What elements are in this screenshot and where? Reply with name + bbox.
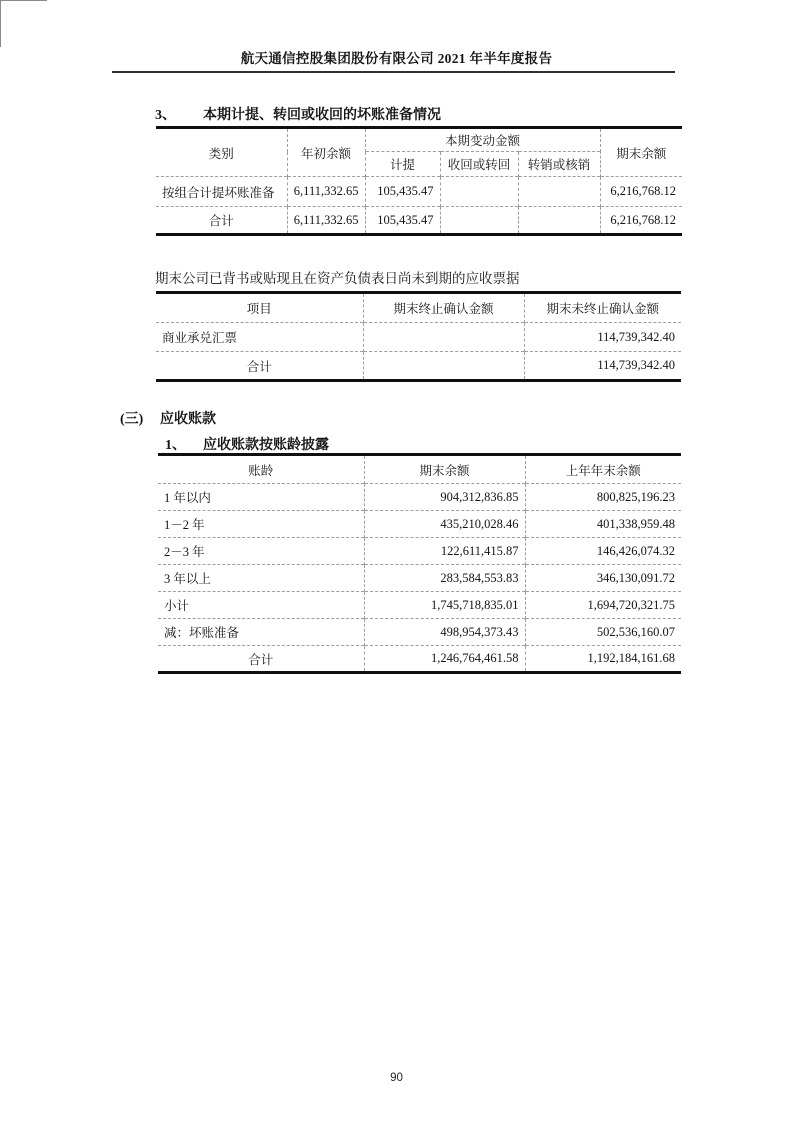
cell-recovered bbox=[440, 207, 518, 235]
cell-not-derecognized: 114,739,342.40 bbox=[524, 323, 681, 352]
section3-heading bbox=[155, 104, 441, 124]
col-header-accrual: 计提 bbox=[365, 152, 440, 177]
bad-debt-provision-table bbox=[156, 126, 682, 236]
accounts-receivable-title: 应收账款 bbox=[160, 412, 216, 427]
scan-corner-artifact-vertical bbox=[0, 0, 1, 47]
cell-accrual: 105,435.47 bbox=[365, 177, 440, 207]
page-number: 90 bbox=[390, 1072, 403, 1084]
cell-ending: 6,216,768.12 bbox=[600, 207, 682, 235]
col-header-not-derecognized: 期末未终止确认金额 bbox=[524, 293, 681, 323]
table-row bbox=[158, 511, 681, 538]
cell-aging: 2－3 年 bbox=[158, 538, 364, 565]
accounts-receivable-heading bbox=[120, 408, 216, 428]
cell-prior: 346,130,091.72 bbox=[525, 565, 681, 592]
col-header-ending-balance: 期末余额 bbox=[600, 128, 682, 177]
col-header-aging: 账龄 bbox=[248, 463, 274, 478]
col-header-current-change-group: 本期变动金额 bbox=[365, 128, 600, 152]
col-header-item: 项目 bbox=[246, 302, 272, 316]
table-header-row bbox=[158, 455, 681, 484]
section3-number: 3、 bbox=[155, 108, 176, 123]
col-header-ending-balance: 期末余额 bbox=[364, 455, 525, 484]
endorsed-notes-intro: 期末公司已背书或贴现且在资产负债表日尚未到期的应收票据 bbox=[155, 271, 520, 286]
table-row bbox=[156, 323, 681, 352]
cell-ending: 435,210,028.46 bbox=[364, 511, 525, 538]
col-header-recovered-or-reversed: 收回或转回 bbox=[440, 152, 518, 177]
cell-ending: 283,584,553.83 bbox=[364, 565, 525, 592]
table-total-row bbox=[156, 352, 681, 381]
cell-beginning: 6,111,332.65 bbox=[287, 177, 365, 207]
cell-category: 合计 bbox=[156, 207, 287, 235]
cell-not-derecognized: 114,739,342.40 bbox=[524, 352, 681, 381]
cell-ending: 498,954,373.43 bbox=[364, 619, 525, 646]
table-row bbox=[158, 565, 681, 592]
cell-aging: 1－2 年 bbox=[158, 511, 364, 538]
cell-aging: 3 年以上 bbox=[158, 565, 364, 592]
table-total-row bbox=[158, 646, 681, 673]
cell-aging: 合计 bbox=[158, 646, 364, 673]
table-total-row bbox=[156, 207, 682, 235]
col-header-written-off: 转销或核销 bbox=[518, 152, 600, 177]
table-row bbox=[158, 484, 681, 511]
cell-prior: 1,694,720,321.75 bbox=[525, 592, 681, 619]
cell-item: 商业承兑汇票 bbox=[156, 323, 363, 352]
cell-derecognized bbox=[363, 323, 524, 352]
scan-corner-artifact-horizontal bbox=[0, 0, 47, 1]
endorsed-notes-table bbox=[156, 291, 681, 382]
cell-item: 合计 bbox=[156, 352, 363, 381]
aging-disclosure-heading bbox=[165, 434, 329, 454]
table-row bbox=[158, 538, 681, 565]
table-header-row bbox=[156, 293, 681, 323]
col-header-beginning-balance: 年初余额 bbox=[287, 128, 365, 177]
page-header-title: 航天通信控股集团股份有限公司 2021 年半年度报告 bbox=[240, 51, 553, 66]
cell-aging: 小计 bbox=[158, 592, 364, 619]
cell-ending: 122,611,415.87 bbox=[364, 538, 525, 565]
cell-derecognized bbox=[363, 352, 524, 381]
cell-recovered bbox=[440, 177, 518, 207]
header-rule bbox=[112, 71, 675, 73]
cell-ending: 1,745,718,835.01 bbox=[364, 592, 525, 619]
ar-aging-table bbox=[158, 453, 681, 674]
cell-prior: 502,536,160.07 bbox=[525, 619, 681, 646]
cell-ending: 6,216,768.12 bbox=[600, 177, 682, 207]
cell-written-off bbox=[518, 177, 600, 207]
cell-prior: 401,338,959.48 bbox=[525, 511, 681, 538]
table-row bbox=[156, 177, 682, 207]
aging-disclosure-title: 应收账款按账龄披露 bbox=[203, 438, 329, 453]
table-row bbox=[158, 619, 681, 646]
table-subtotal-row bbox=[158, 592, 681, 619]
table-header-row bbox=[156, 128, 682, 152]
cell-aging: 减：坏账准备 bbox=[158, 619, 364, 646]
section3-title: 本期计提、转回或收回的坏账准备情况 bbox=[203, 108, 441, 123]
cell-prior: 146,426,074.32 bbox=[525, 538, 681, 565]
cell-written-off bbox=[518, 207, 600, 235]
cell-beginning: 6,111,332.65 bbox=[287, 207, 365, 235]
cell-prior: 1,192,184,161.68 bbox=[525, 646, 681, 673]
col-header-prior-year-end-balance: 上年年末余额 bbox=[525, 455, 681, 484]
cell-ending: 1,246,764,461.58 bbox=[364, 646, 525, 673]
cell-ending: 904,312,836.85 bbox=[364, 484, 525, 511]
cell-prior: 800,825,196.23 bbox=[525, 484, 681, 511]
col-header-category: 类别 bbox=[208, 146, 234, 161]
cell-category: 按组合计提坏账准备 bbox=[156, 177, 287, 207]
aging-disclosure-number: 1、 bbox=[165, 438, 186, 453]
cell-accrual: 105,435.47 bbox=[365, 207, 440, 235]
col-header-derecognized: 期末终止确认金额 bbox=[363, 293, 524, 323]
cell-aging: 1 年以内 bbox=[158, 484, 364, 511]
accounts-receivable-number: (三) bbox=[120, 412, 144, 427]
